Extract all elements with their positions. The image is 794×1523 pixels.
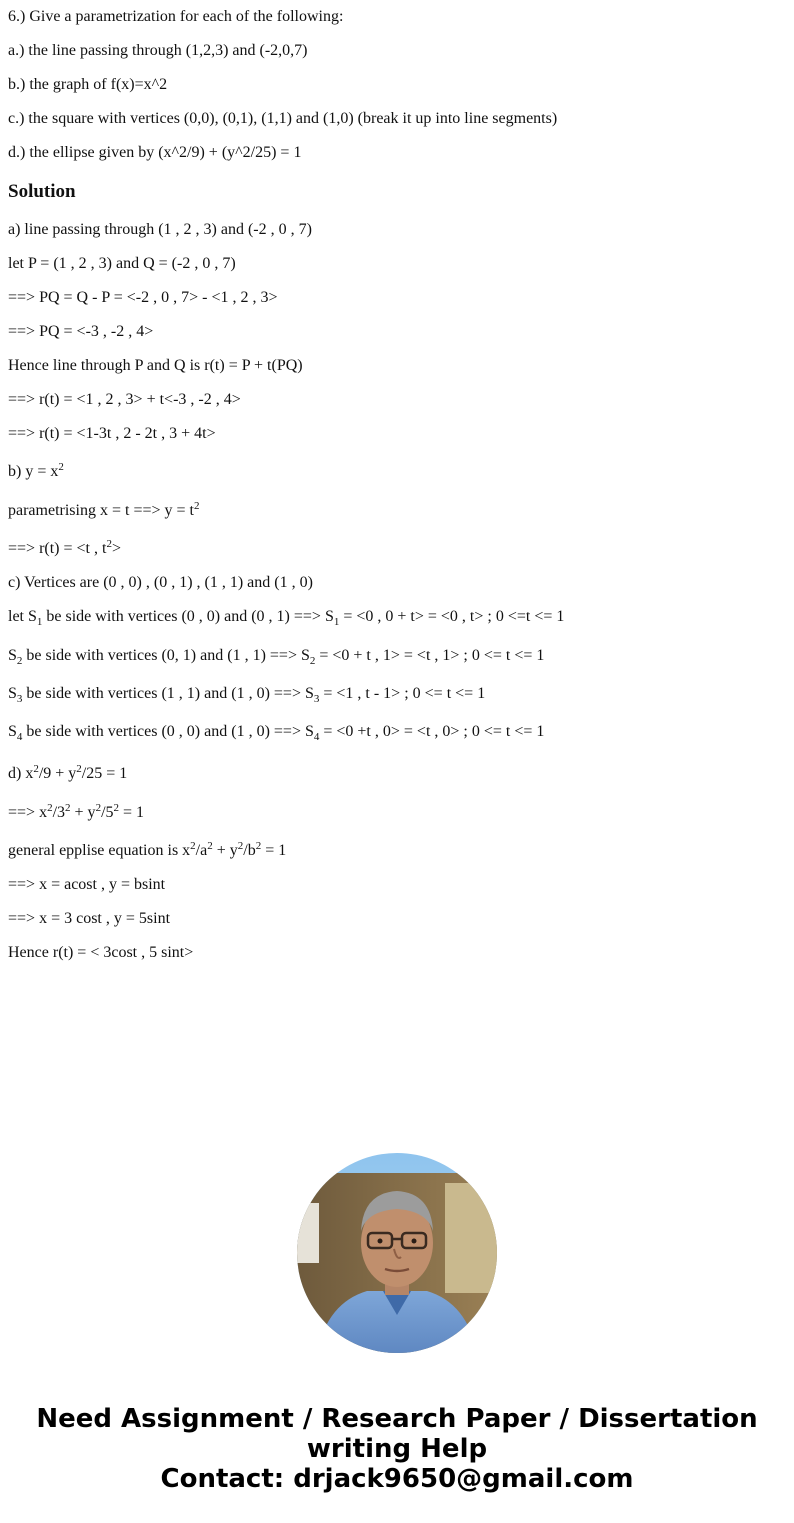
superscript: 2 (190, 840, 196, 852)
question-b: b.) the graph of f(x)=x^2 (8, 76, 168, 93)
promo-line-2: writing Help (306, 1434, 488, 1464)
solution-a-line: ==> PQ = <-3 , -2 , 4> (8, 323, 154, 340)
solution-b-line (8, 539, 121, 559)
superscript: 2 (106, 538, 112, 550)
text-segment: = 1 (119, 804, 145, 821)
text-segment: + y (212, 842, 238, 859)
question-a: a.) the line passing through (1,2,3) and (-2,0,7) (8, 42, 308, 59)
text-segment: general epplise equation is x (8, 842, 191, 859)
superscript: 2 (33, 763, 39, 775)
text-segment: = <0 +t , 0> = <t , 0> ; 0 <= t <= 1 (319, 723, 545, 740)
solution-c-side-3 (8, 684, 485, 704)
promo-line-1: Need Assignment / Research Paper / Dissertation (36, 1404, 758, 1434)
text-segment: = <0 , 0 + t> = <0 , t> ; 0 <=t <= 1 (339, 608, 565, 625)
subscript: 4 (313, 731, 320, 743)
text-segment: S (8, 723, 17, 740)
solution-d-line: ==> x = acost , y = bsint (8, 876, 166, 893)
text-segment: /9 + y (38, 765, 77, 782)
text-segment: /5 (101, 804, 114, 821)
text-segment: > (111, 540, 121, 557)
solution-a-line: a) line passing through (1 , 2 , 3) and (-2 , 0 , 7) (8, 221, 312, 238)
solution-c-side-1 (8, 607, 564, 627)
subscript: 2 (309, 655, 316, 667)
text-segment: be side with vertices (1 , 1) and (1 , 0) ==> S (22, 685, 314, 702)
superscript: 2 (255, 840, 262, 852)
superscript: 2 (95, 802, 102, 814)
question-d: d.) the ellipse given by (x^2/9) + (y^2/25) = 1 (8, 144, 302, 161)
text-segment: S (8, 647, 17, 664)
solution-c-side-4 (8, 722, 544, 742)
text-segment: be side with vertices (0 , 0) and (0 , 1) ==> S (42, 608, 334, 625)
solution-heading: Solution (8, 181, 76, 202)
contact-email-line: Contact: drjack9650@gmail.com (160, 1464, 634, 1494)
superscript: 2 (237, 840, 244, 852)
solution-a-line: ==> r(t) = <1 , 2 , 3> + t<-3 , -2 , 4> (8, 391, 241, 408)
text-segment: /3 (52, 804, 66, 821)
subscript: 3 (313, 693, 320, 705)
text-segment: + y (70, 804, 96, 821)
text-segment: b) y = x (8, 463, 59, 480)
solution-a-line: ==> PQ = Q - P = <-2 , 0 , 7> - <1 , 2 , 3> (8, 289, 278, 306)
promo-footer (0, 1404, 794, 1494)
subscript: 2 (16, 655, 23, 667)
superscript: 2 (113, 802, 120, 814)
subscript: 1 (333, 616, 340, 628)
text-segment: S (8, 685, 17, 702)
solution-b-line (8, 501, 199, 521)
avatar-portrait-image (297, 1153, 497, 1353)
solution-d-line: Hence r(t) = < 3cost , 5 sint> (8, 944, 194, 961)
text-segment: let S (8, 608, 37, 625)
solution-c-vertices: c) Vertices are (0 , 0) , (0 , 1) , (1 , 1) and (1 , 0) (8, 574, 313, 591)
superscript: 2 (47, 802, 53, 814)
superscript: 2 (207, 840, 213, 852)
solution-d-line: ==> x = 3 cost , y = 5sint (8, 910, 171, 927)
solution-b-line (8, 462, 64, 482)
superscript: 2 (193, 500, 200, 512)
solution-a-line: let P = (1 , 2 , 3) and Q = (-2 , 0 , 7) (8, 255, 236, 272)
text-segment: /a (195, 842, 208, 859)
text-segment: = <1 , t - 1> ; 0 <= t <= 1 (319, 685, 486, 702)
text-segment: ==> x (8, 804, 48, 821)
text-segment: ==> r(t) = <t , t (8, 540, 107, 557)
question-intro: 6.) Give a parametrization for each of the following: (8, 8, 344, 25)
subscript: 1 (36, 616, 43, 628)
superscript: 2 (58, 461, 64, 473)
superscript: 2 (76, 763, 82, 775)
solution-d-line (8, 841, 286, 861)
subscript: 4 (16, 731, 23, 743)
solution-c-side-2 (8, 646, 544, 666)
superscript: 2 (65, 802, 71, 814)
text-segment: d) x (8, 765, 34, 782)
solution-d-line (8, 764, 127, 784)
solution-a-line: Hence line through P and Q is r(t) = P + t(PQ) (8, 357, 303, 374)
text-segment: parametrising x = t ==> y = t (8, 502, 194, 519)
text-segment: = <0 + t , 1> = <t , 1> ; 0 <= t <= 1 (315, 647, 545, 664)
text-segment: be side with vertices (0, 1) and (1 , 1) ==> S (22, 647, 310, 664)
author-avatar (297, 1153, 497, 1353)
question-c: c.) the square with vertices (0,0), (0,1), (1,1) and (1,0) (break it up into line segments) (8, 110, 558, 127)
subscript: 3 (16, 693, 23, 705)
text-segment: = 1 (261, 842, 287, 859)
solution-d-line (8, 803, 144, 823)
text-segment: /25 = 1 (81, 765, 128, 782)
text-segment: be side with vertices (0 , 0) and (1 , 0) ==> S (22, 723, 314, 740)
solution-a-line: ==> r(t) = <1-3t , 2 - 2t , 3 + 4t> (8, 425, 216, 442)
text-segment: /b (243, 842, 256, 859)
